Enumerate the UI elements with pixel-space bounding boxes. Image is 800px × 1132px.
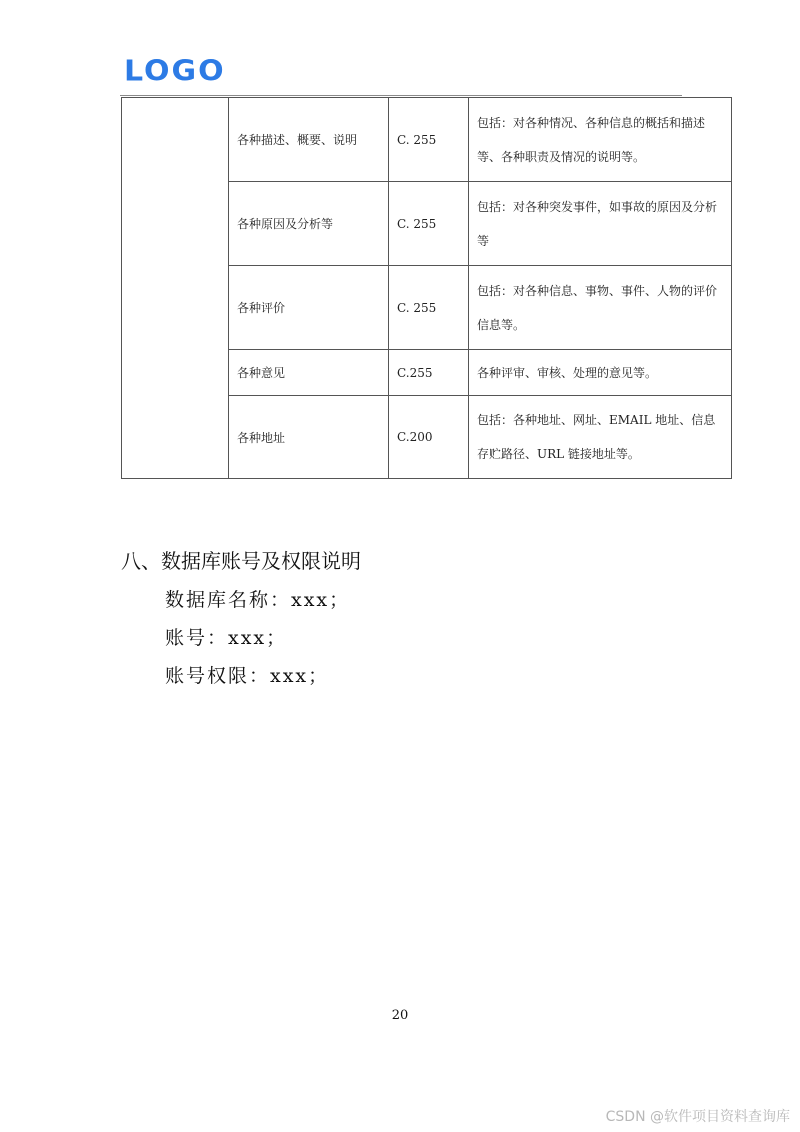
watermark: CSDN @软件项目资料查询库 (605, 1109, 790, 1125)
page-number: 20 (391, 1008, 409, 1023)
field-type: C.200 (389, 396, 469, 479)
field-description: 包括：各种地址、网址、EMAIL 地址、信息存贮路径、URL 链接地址等。 (469, 396, 732, 479)
db-name-line: 数据库名称：xxx； (165, 589, 351, 611)
field-name: 各种意见 (229, 350, 389, 396)
field-description: 包括：对各种突发事件，如事故的原因及分析等 (469, 182, 732, 266)
field-description: 包括：对各种信息、事物、事件、人物的评价信息等。 (469, 266, 732, 350)
field-table (121, 97, 732, 479)
field-name: 各种地址 (229, 396, 389, 479)
account-line: 账号：xxx； (165, 627, 288, 649)
field-description: 各种评审、审核、处理的意见等。 (469, 350, 732, 396)
merged-cell (122, 98, 229, 479)
field-name: 各种原因及分析等 (229, 182, 389, 266)
field-type: C. 255 (389, 98, 469, 182)
field-name: 各种评价 (229, 266, 389, 350)
field-description: 包括：对各种情况、各种信息的概括和描述等、各种职责及情况的说明等。 (469, 98, 732, 182)
field-type: C.255 (389, 350, 469, 396)
section-heading: 八、数据库账号及权限说明 (121, 549, 361, 573)
field-type: C. 255 (389, 182, 469, 266)
field-type: C. 255 (389, 266, 469, 350)
table-row (122, 98, 732, 182)
account-permission-line: 账号权限：xxx； (165, 665, 330, 687)
field-name: 各种描述、概要、说明 (229, 98, 389, 182)
header-divider (120, 95, 682, 96)
logo: LOGO (124, 54, 226, 89)
